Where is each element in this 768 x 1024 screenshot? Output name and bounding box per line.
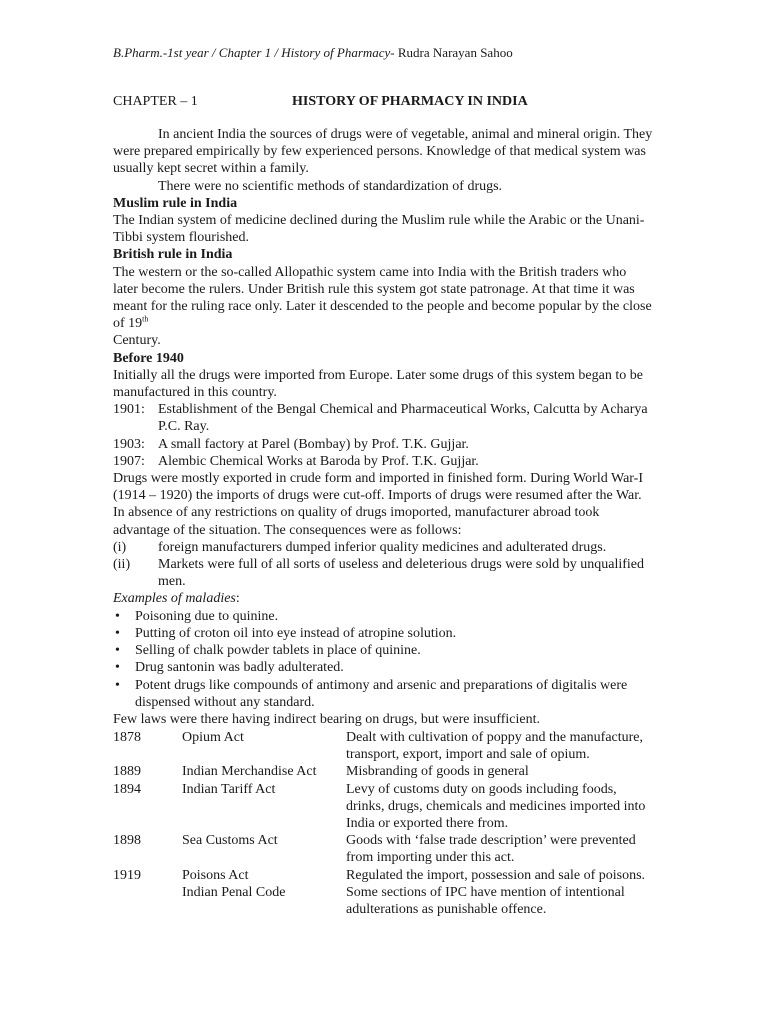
consequence-list — [113, 539, 653, 591]
act-name: Sea Customs Act — [182, 833, 278, 849]
event-year: 1907: — [113, 453, 145, 469]
intro-paragraph-2: There were no scientific methods of standardization of drugs. — [158, 178, 503, 194]
event-item — [113, 453, 653, 470]
consequence-number: (i) — [113, 539, 127, 555]
act-description: Levy of customs duty on goods including foods, drinks, drugs, chemicals and medicines imported into India or exported there from. — [346, 781, 646, 832]
british-text-end: Century. — [113, 333, 161, 349]
table-row — [113, 832, 653, 866]
act-name: Opium Act — [182, 730, 244, 745]
consequence-text: Markets were full of all sorts of useless and deleterious drugs were sold by unqualified men. — [158, 557, 644, 590]
bullet-icon: • — [115, 677, 120, 693]
act-year: 1898 — [113, 833, 141, 849]
section-heading-british: British rule in India — [113, 247, 233, 263]
act-name: Indian Penal Code — [182, 884, 286, 900]
event-text: Alembic Chemical Works at Baroda by Prof. T.K. Gujjar. — [158, 453, 479, 469]
consequence-text: foreign manufacturers dumped inferior quality medicines and adulterated drugs. — [158, 539, 607, 555]
closing-paragraph: Few laws were there having indirect bearing on drugs, but were insufficient. — [113, 711, 540, 727]
event-text: A small factory at Parel (Bombay) by Prof. T.K. Gujjar. — [158, 436, 469, 452]
maladies-list — [113, 608, 653, 711]
chapter-body — [113, 126, 653, 728]
bullet-item — [113, 608, 653, 625]
table-row — [113, 884, 653, 918]
bullet-text: Poisoning due to quinine. — [135, 608, 279, 624]
act-year: 1878 — [113, 730, 141, 745]
event-item — [113, 401, 653, 435]
event-year: 1903: — [113, 436, 145, 452]
bullet-text: Selling of chalk powder tablets in place of quinine. — [135, 643, 421, 659]
table-row — [113, 781, 653, 833]
consequence-number: (ii) — [113, 557, 131, 573]
header-course: B.Pharm.-1st year / Chapter 1 / History of Pharmacy- — [113, 45, 395, 60]
intro-paragraph: In ancient India the sources of drugs were of vegetable, animal and mineral origin. They were prepared empirically by few experienced persons. Knowledge of that medical system was usually kept secret within a family. — [113, 127, 653, 177]
act-description: Goods with ‘false trade description’ were prevented from importing under this act. — [346, 833, 636, 866]
event-list — [113, 401, 653, 470]
maladies-heading-colon: : — [235, 591, 240, 607]
bullet-text: Drug santonin was badly adulterated. — [135, 660, 344, 676]
bullet-text: Potent drugs like compounds of antimony and arsenic and preparations of digitalis were dispensed without any standard. — [135, 677, 628, 710]
british-text: The western or the so-called Allopathic system came into India with the British traders who later become the rulers. Under British rule this system got state patronage. At that time it was meant for the ruling race only. Later it descended to the people and become popular by the close of 19 — [113, 264, 652, 332]
consequence-item — [113, 556, 653, 590]
before-1940-paragraph: Initially all the drugs were imported from Europe. Later some drugs of this system began to be manufactured in this country. — [113, 367, 643, 401]
chapter-title: HISTORY OF PHARMACY IN INDIA — [292, 94, 528, 109]
superscript-th: th — [142, 314, 149, 324]
act-year: 1919 — [113, 867, 141, 883]
bullet-icon: • — [115, 608, 120, 624]
act-name: Indian Merchandise Act — [182, 764, 317, 780]
act-description: Misbranding of goods in general — [346, 764, 529, 780]
bullet-icon: • — [115, 625, 120, 641]
event-item — [113, 436, 653, 453]
bullet-item — [113, 625, 653, 642]
act-year — [113, 884, 182, 918]
event-text: Establishment of the Bengal Chemical and Pharmaceutical Works, Calcutta by Acharya P.C. Ray. — [158, 402, 648, 435]
war-paragraph: Drugs were mostly exported in crude form and imported in finished form. During World War-I (1914 – 1920) the imports of drugs were cut-off. Imports of drugs were resumed after the War. In absence of any restrictions on quality of drugs imoported, manufacturer abroad took advantage of the situation. The consequences were as follows: — [113, 471, 643, 538]
chapter-label: CHAPTER – 1 — [113, 94, 198, 109]
bullet-icon: • — [115, 643, 120, 659]
table-row — [113, 763, 653, 780]
act-description: Dealt with cultivation of poppy and the manufacture, transport, export, import and sale of opium. — [346, 730, 644, 763]
section-heading-muslim: Muslim rule in India — [113, 195, 238, 211]
bullet-item — [113, 659, 653, 676]
acts-table — [113, 729, 653, 918]
act-name: Poisons Act — [182, 867, 249, 883]
maladies-heading-text: Examples of maladies — [113, 591, 236, 607]
bullet-icon: • — [115, 660, 120, 676]
act-year: 1894 — [113, 781, 141, 797]
bullet-item — [113, 677, 653, 711]
maladies-heading — [113, 590, 653, 607]
table-row — [113, 729, 653, 763]
bullet-text: Putting of croton oil into eye instead of atropine solution. — [135, 625, 457, 641]
muslim-paragraph: The Indian system of medicine declined during the Muslim rule while the Arabic or the Unani-Tibbi system flourished. — [113, 213, 645, 246]
running-header — [113, 44, 513, 61]
british-paragraph — [113, 264, 653, 350]
act-description: Some sections of IPC have mention of intentional adulterations as punishable offence. — [346, 884, 625, 918]
table-row — [113, 867, 653, 884]
header-author: Rudra Narayan Sahoo — [394, 45, 513, 60]
act-description: Regulated the import, possession and sale of poisons. — [346, 867, 646, 883]
act-name: Indian Tariff Act — [182, 781, 276, 797]
section-heading-before-1940: Before 1940 — [113, 350, 184, 366]
event-year: 1901: — [113, 402, 145, 418]
bullet-item — [113, 642, 653, 659]
act-year: 1889 — [113, 764, 141, 780]
consequence-item — [113, 539, 653, 556]
